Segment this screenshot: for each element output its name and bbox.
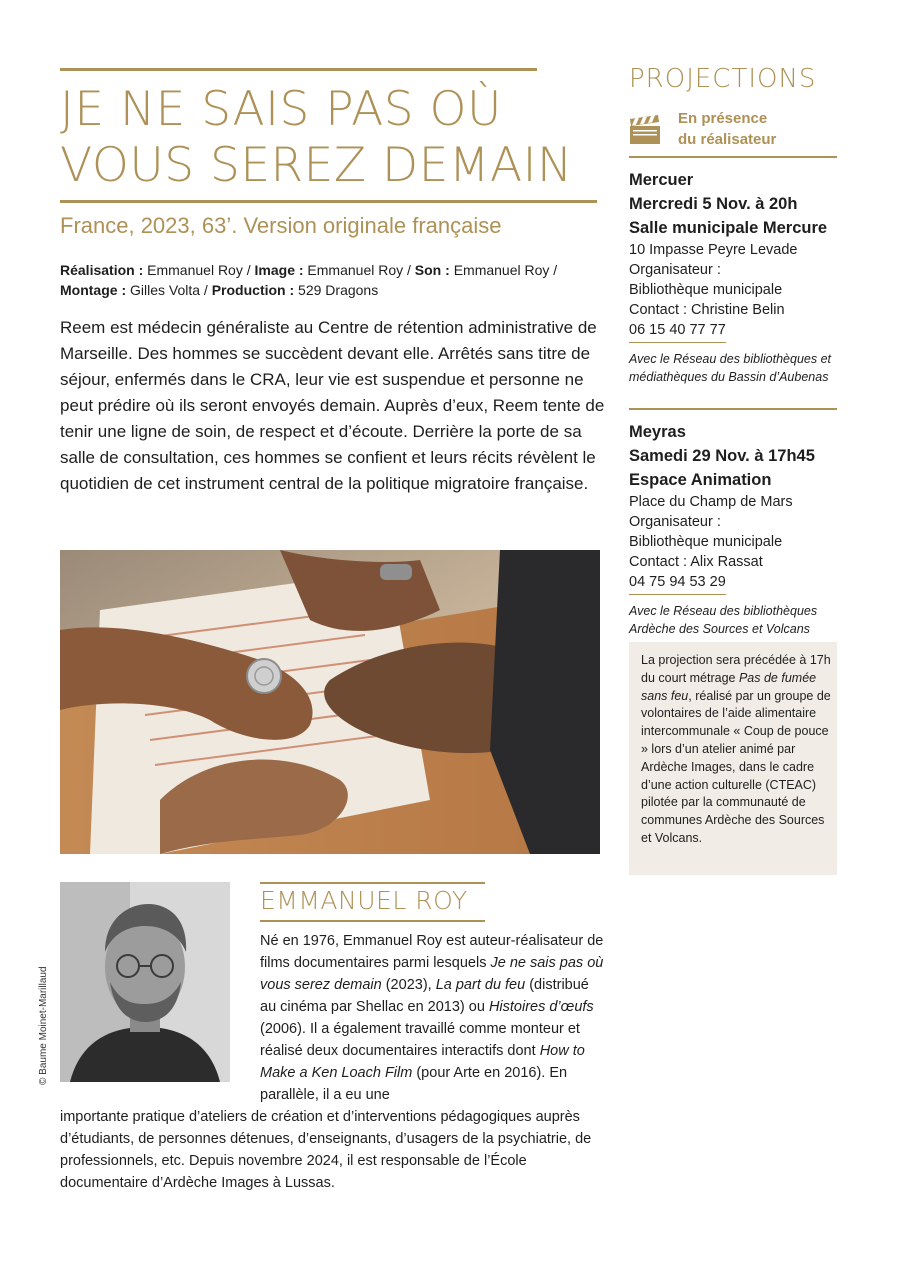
director-top-rule (260, 882, 485, 884)
presence-line-2: du réalisateur (678, 131, 777, 148)
film-title-line-2: VOUS SEREZ DEMAIN (60, 138, 573, 193)
screening-organizer: Bibliothèque municipale (629, 534, 783, 550)
short-film-note-box (629, 642, 837, 875)
film-title-line-1: JE NE SAIS PAS OÙ (60, 82, 502, 137)
bio-film-title: La part du feu (435, 977, 526, 993)
title-top-rule (60, 68, 537, 71)
credit-separator: / (549, 262, 558, 278)
credit-production: 529 Dragons (298, 282, 379, 298)
bio-text: (2023), (381, 977, 436, 993)
credit-separator: / (403, 262, 415, 278)
credit-montage: Gilles Volta (130, 282, 201, 298)
screening-mercuer (629, 168, 844, 386)
credit-realisation-label: Réalisation : (60, 262, 144, 278)
screening-phone: 06 15 40 77 77 (629, 320, 726, 343)
box-text: La projection sera précédée à 17h du court métrage (641, 653, 831, 685)
screening-date: Mercredi 5 Nov. à 20h (629, 195, 798, 213)
bio-film-title: How to Make a Ken Loach Film (260, 1043, 585, 1081)
bio-text: (2006). Il a également travaillé comme monteur et réalisé deux documentaires interactifs dont (260, 1021, 580, 1059)
credit-son-label: Son : (414, 262, 450, 278)
credit-son: Emmanuel Roy (453, 262, 550, 278)
screening-contact: Contact : Alix Rassat (629, 554, 763, 570)
director-bio-part-2: importante pratique d’ateliers de création et d’interventions pédagogiques auprès d’étudiants, de personnes détenues, d’enseignants, d’usagers de la psychiatrie, de professionnels, etc. Depuis novembre 2024, il est responsable de l’École documentaire d’Ardèche Images à Lussas. (60, 1109, 592, 1191)
projections-rule (629, 156, 837, 158)
bio-text: Né en 1976, Emmanuel Roy est auteur-réalisateur de films documentaires parmi lesquels (260, 933, 604, 971)
screening-organizer: Bibliothèque municipale (629, 282, 783, 298)
screening-phone: 04 75 94 53 29 (629, 572, 726, 595)
screening-address: 10 Impasse Peyre Levade (629, 242, 798, 258)
screening-town: Meyras (629, 423, 686, 441)
director-presence-label (678, 108, 776, 150)
screening-venue: Espace Animation (629, 471, 772, 489)
clapperboard-icon (629, 113, 661, 145)
credit-realisation: Emmanuel Roy (147, 262, 243, 278)
director-portrait (60, 882, 230, 1082)
short-film-title: Pas de fumée sans feu (641, 670, 817, 703)
screening-venue: Salle municipale Mercure (629, 219, 828, 237)
screening-town: Mercuer (629, 171, 694, 189)
projections-heading: PROJECTIONS (629, 64, 817, 94)
film-synopsis: Reem est médecin généraliste au Centre de rétention administrative de Marseille. Des hommes se succèdent devant elle. Arrêtés sans titre de séjour, enfermés dans le CRA, leur vie est suspendue et personne ne peut prédire où ils seront envoyés demain. Auprès d’eux, Reem tente de tenir une ligne de soin, de respect et d’écoute. Derrière la porte de sa salle de consultation, ces hommes se confient et leurs récits révèlent le quotidien de cet instrument central de la politique migratoire française. (60, 318, 605, 493)
credit-separator: / (242, 262, 255, 278)
screening-address: Place du Champ de Mars (629, 494, 793, 510)
film-still-photo (60, 550, 600, 854)
screening-divider (629, 408, 837, 410)
film-still-illustration (60, 550, 600, 854)
bio-text: (distribué au cinéma par Shellac en 2013) ou (260, 977, 589, 1015)
director-bottom-rule (260, 920, 485, 922)
film-subtitle: France, 2023, 63’. Version originale française (60, 213, 502, 238)
presence-line-1: En présence (678, 110, 768, 127)
bio-text: (pour Arte en 2016). En parallèle, il a eu une (260, 1065, 568, 1103)
credit-production-label: Production : (211, 282, 295, 298)
screening-note: Avec le Réseau des bibliothèques et médiathèques du Bassin d’Aubenas (629, 352, 831, 384)
director-heading: EMMANUEL ROY (260, 886, 468, 915)
credit-separator: / (200, 282, 212, 298)
bio-film-title: Je ne sais pas où vous serez demain (260, 955, 604, 993)
box-text: , réalisé par un groupe de volontaires de l’aide alimentaire intercommunale « Coup de pouce » lors d’un atelier animé par Ardèche Images, dans le cadre d’une action culturelle (CTEAC) pilotée par la communauté de communes Ardèche des Sources et Volcans. (641, 688, 831, 845)
screening-meyras (629, 420, 844, 638)
bio-film-title: Histoires d’œufs (488, 999, 594, 1015)
director-portrait-illustration (60, 882, 230, 1082)
film-credits (60, 260, 600, 300)
photo-credit: © Baume Moinet-Marillaud (38, 966, 49, 1085)
credit-image: Emmanuel Roy (307, 262, 404, 278)
credit-montage-label: Montage : (60, 282, 127, 298)
director-bio-part-1 (260, 930, 605, 1106)
screening-contact: Contact : Christine Belin (629, 302, 785, 318)
title-bottom-rule (60, 200, 597, 203)
screening-note: Avec le Réseau des bibliothèques Ardèche des Sources et Volcans (629, 604, 818, 636)
screening-date: Samedi 29 Nov. à 17h45 (629, 447, 815, 465)
film-title (60, 82, 620, 194)
screening-organizer-label: Organisateur : (629, 262, 721, 278)
screening-organizer-label: Organisateur : (629, 514, 721, 530)
credit-image-label: Image : (254, 262, 304, 278)
